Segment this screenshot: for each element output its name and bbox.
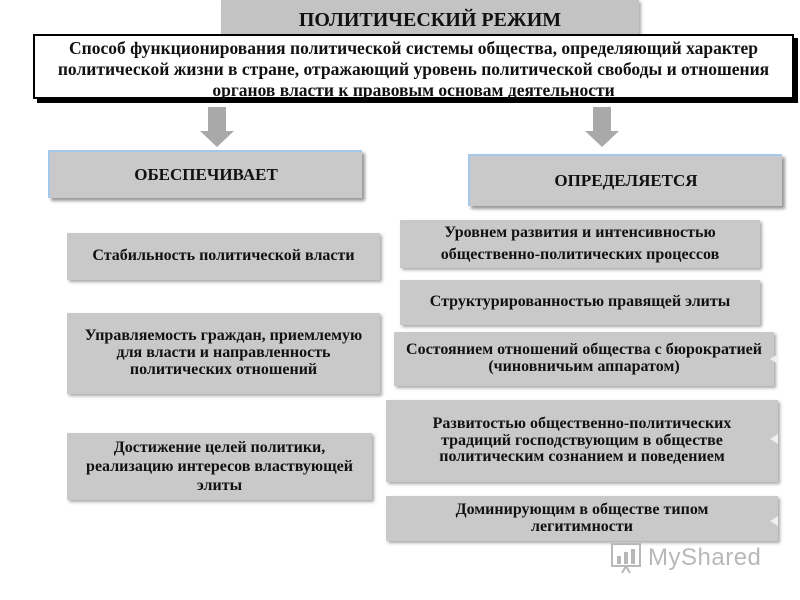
definition-box — [33, 34, 794, 99]
right-item-1-text: Уровнем развития и интенсивностью общественно-политических процессов — [440, 224, 720, 263]
watermark-chart-icon — [610, 540, 644, 574]
right-item-1 — [400, 220, 760, 268]
right-item-3 — [394, 332, 774, 386]
right-item-4-text: Развитостью общественно-политических традиций господствующим в обществе политическим сознанием и поведением — [432, 414, 732, 466]
left-item-3 — [67, 433, 372, 500]
right-header-text: ОПРЕДЕЛЯЕТСЯ — [554, 171, 698, 190]
left-down-arrow-icon — [200, 107, 234, 147]
right-item-3-text: Состоянием отношений общества с бюрократией (чиновничьим аппаратом) — [406, 341, 762, 375]
right-header — [468, 154, 782, 206]
right-item-5-marker — [770, 516, 778, 526]
watermark — [610, 540, 770, 580]
left-item-3-text: Достижение целей политики, реализацию интересов властвующей элиты — [86, 438, 353, 495]
right-item-2-text: Структурированностью правящей элиты — [429, 293, 731, 311]
left-item-1 — [67, 233, 380, 280]
left-header — [48, 150, 362, 198]
diagram-title — [221, 0, 639, 36]
right-item-3-marker — [770, 354, 778, 364]
right-item-2 — [400, 280, 760, 325]
right-item-4-marker — [770, 434, 778, 444]
right-item-4 — [386, 400, 778, 482]
right-item-5 — [386, 496, 778, 541]
diagram-title-text: ПОЛИТИЧЕСКИЙ РЕЖИМ — [298, 9, 562, 31]
left-item-1-text: Стабильность политической власти — [92, 247, 355, 265]
watermark-text: MyShared — [648, 544, 762, 571]
right-down-arrow-icon — [585, 107, 619, 147]
left-item-2-text: Управляемость граждан, приемлемую для власти и направленность политических отношений — [84, 327, 363, 378]
definition-text: Способ функционирования политической системы общества, определяющий характер политической жизни в стране, отражающий уровень политической свободы и отношения органов власти к правовым основам деятельности — [57, 38, 770, 100]
left-header-text: ОБЕСПЕЧИВАЕТ — [134, 165, 278, 184]
left-item-2 — [67, 313, 380, 394]
right-item-5-text: Доминирующим в обществе типом легитимности — [455, 500, 709, 535]
